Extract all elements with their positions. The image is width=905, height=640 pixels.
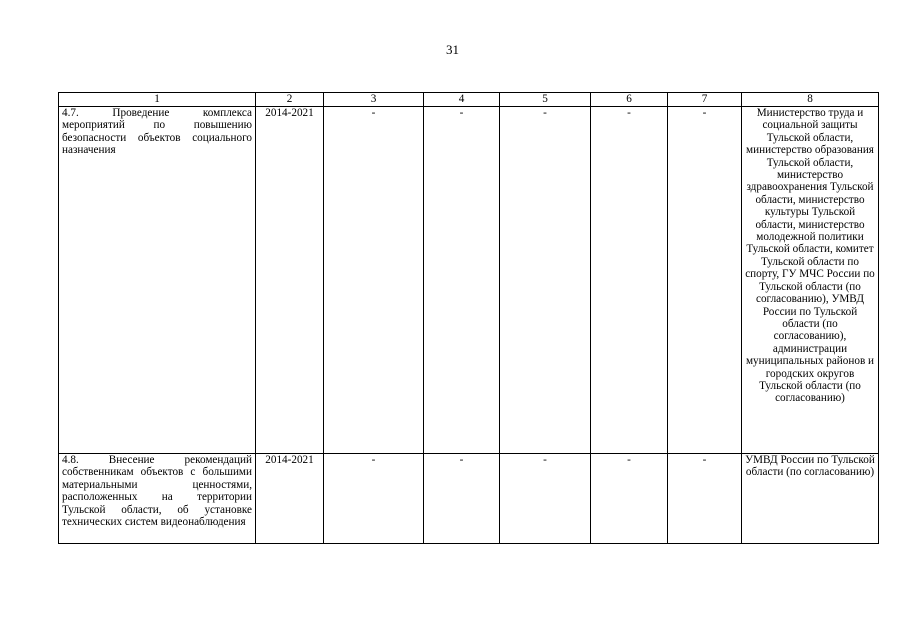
table-header-row [59,93,879,107]
program-table [58,92,879,544]
period-cell: 2014-2021 [256,454,324,544]
funding-cell: - [500,454,591,544]
executors-cell: Министерство труда и социальной защиты Тульской области, министерство образования Тульской области, министерство здравоохранения Тульской области, министерство культуры Тульской области, министерство молодежной политики Тульской области, комитет Тульской области по спорту, ГУ МЧС России по Тульской области (по согласованию), УМВД России по Тульской области (по согласованию), администрации муниципальных районов и городских округов Тульской области (по согласованию) [742,107,879,454]
table-row [59,107,879,454]
funding-cell: - [591,454,668,544]
column-header: 4 [424,93,500,107]
funding-cell: - [324,107,424,454]
column-header: 5 [500,93,591,107]
column-header: 7 [668,93,742,107]
funding-cell: - [668,107,742,454]
funding-cell: - [424,107,500,454]
page-number: 31 [446,42,459,57]
period-cell: 2014-2021 [256,107,324,454]
funding-cell: - [591,107,668,454]
funding-cell: - [324,454,424,544]
column-header: 1 [59,93,256,107]
executors-cell: УМВД России по Тульской области (по согласованию) [742,454,879,544]
measure-name-cell: 4.7. Проведение комплекса мероприятий по повышению безопасности объектов социального назначения [59,107,256,454]
column-header: 8 [742,93,879,107]
column-header: 2 [256,93,324,107]
measure-name-cell: 4.8. Внесение рекомендаций собственникам объектов с большими материальными ценностями, расположенных на территории Тульской области, об установке технических систем видеонаблюдения [59,454,256,544]
funding-cell: - [424,454,500,544]
column-header: 6 [591,93,668,107]
funding-cell: - [500,107,591,454]
table-row [59,454,879,544]
funding-cell: - [668,454,742,544]
column-header: 3 [324,93,424,107]
